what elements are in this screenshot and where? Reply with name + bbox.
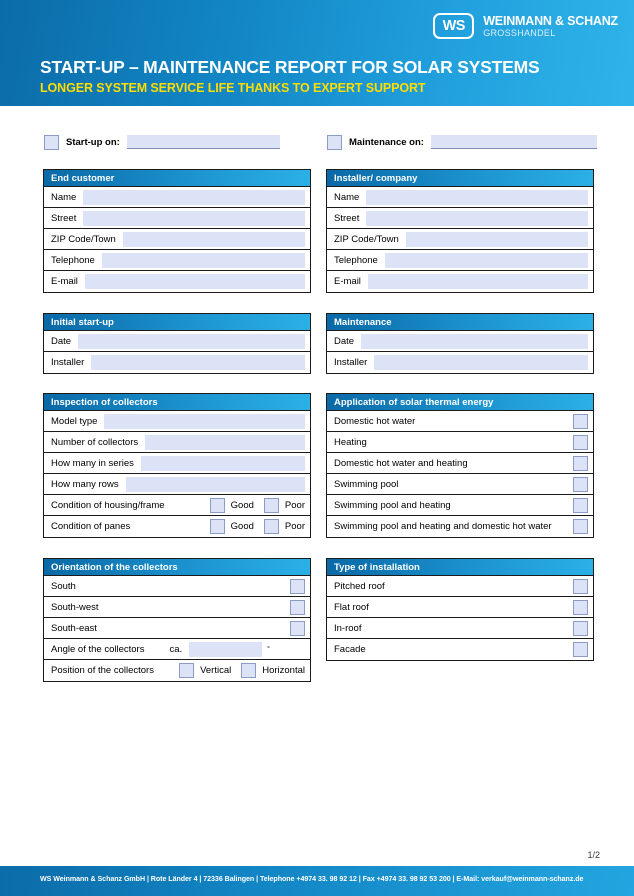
field-input[interactable] <box>83 190 305 205</box>
option-row <box>327 516 593 537</box>
field-label: Date <box>334 335 355 347</box>
option-label: Poor <box>284 521 305 532</box>
checkbox-icon[interactable] <box>290 621 305 636</box>
checkbox-icon[interactable] <box>573 642 588 657</box>
checkbox-icon[interactable] <box>573 456 588 471</box>
option-label: Swimming pool and heating and domestic hot water <box>334 521 552 532</box>
field-row <box>327 187 593 208</box>
field-input[interactable] <box>406 232 588 247</box>
field-input[interactable] <box>102 253 305 268</box>
checkbox-icon[interactable] <box>179 663 194 678</box>
condition-option-good[interactable] <box>210 498 254 513</box>
checkbox-icon[interactable] <box>573 600 588 615</box>
field-label: Installer <box>51 357 85 368</box>
angle-input[interactable] <box>189 642 262 657</box>
field-input[interactable] <box>361 334 588 349</box>
field-row <box>44 411 310 432</box>
field-label: ZIP Code/Town <box>51 233 116 245</box>
field-input[interactable] <box>123 232 305 247</box>
option-label: Poor <box>284 499 305 511</box>
angle-unit-label: ° <box>267 645 270 653</box>
checkbox-icon[interactable] <box>264 498 279 513</box>
checkbox-icon[interactable] <box>264 519 279 534</box>
field-input[interactable] <box>385 253 588 268</box>
field-input[interactable] <box>104 414 305 429</box>
panel-title-initial-startup: Initial start-up <box>44 314 310 331</box>
option-label: Pitched roof <box>334 580 385 592</box>
field-row <box>327 250 593 271</box>
option-label: Good <box>230 521 254 532</box>
checkbox-icon[interactable] <box>290 600 305 615</box>
page-number: 1/2 <box>587 850 600 860</box>
checkbox-icon[interactable] <box>573 498 588 513</box>
field-label: Date <box>51 335 72 347</box>
option-row <box>44 597 310 618</box>
footer-company-info: WS Weinmann & Schanz GmbH | Rote Länder 4 | 72336 Balingen | Telephone +4974 33. 98 92 12 | Fax +4974 33. 98 92 53 200 | E-Mail: verkauf@weinmann-schanz.de <box>40 875 584 883</box>
logo-company-name: WEINMANN & SCHANZ <box>483 14 618 29</box>
field-label: Number of collectors <box>51 436 139 448</box>
field-row <box>44 271 310 292</box>
maintenance-checkbox[interactable] <box>327 135 342 150</box>
panel-title-inspection-of-collectors: Inspection of collectors <box>44 394 310 411</box>
option-label: Domestic hot water and heating <box>334 457 468 469</box>
field-label: Name <box>334 191 360 203</box>
checkbox-icon[interactable] <box>573 414 588 429</box>
angle-label: Angle of the collectors <box>51 643 145 655</box>
panel-maintenance <box>326 313 594 374</box>
position-label: Position of the collectors <box>51 665 154 676</box>
field-label: E-mail <box>334 276 361 287</box>
option-label: Facade <box>334 644 366 655</box>
field-row <box>327 208 593 229</box>
field-row <box>44 208 310 229</box>
field-input[interactable] <box>85 274 305 289</box>
option-label: Swimming pool <box>334 478 399 490</box>
panel-type-of-installation <box>326 558 594 661</box>
field-label: Model type <box>51 415 98 427</box>
startup-date-row <box>44 134 308 150</box>
logo-company-subtitle: GROSSHANDEL <box>483 27 556 38</box>
panel-title-type-of-installation: Type of installation <box>327 559 593 576</box>
checkbox-icon[interactable] <box>573 435 588 450</box>
option-row <box>327 411 593 432</box>
option-label: Flat roof <box>334 601 369 613</box>
condition-option-poor[interactable] <box>264 519 305 534</box>
angle-approx-label: ca. <box>169 643 183 655</box>
panel-inspection-of-collectors <box>43 393 311 538</box>
field-label: ZIP Code/Town <box>334 233 399 245</box>
checkbox-icon[interactable] <box>573 477 588 492</box>
company-logo <box>433 13 618 39</box>
field-input[interactable] <box>145 435 305 450</box>
option-row <box>44 576 310 597</box>
option-label: Heating <box>334 436 367 448</box>
panel-title-maintenance: Maintenance <box>327 314 593 331</box>
field-input[interactable] <box>78 334 305 349</box>
position-option-horizontal[interactable] <box>241 663 305 678</box>
page-subtitle: LONGER SYSTEM SERVICE LIFE THANKS TO EXPERT SUPPORT <box>40 81 426 95</box>
option-row <box>327 639 593 660</box>
checkbox-icon[interactable] <box>210 498 225 513</box>
option-label: Horizontal <box>262 665 305 676</box>
field-label: E-mail <box>51 276 78 287</box>
field-label: Telephone <box>334 254 378 266</box>
page-header <box>0 0 634 106</box>
field-label: Street <box>51 212 77 224</box>
panel-title-end-customer: End customer <box>44 170 310 187</box>
option-label: Good <box>230 499 254 511</box>
field-label: Telephone <box>51 254 95 266</box>
field-row <box>44 474 310 495</box>
startup-date-input[interactable] <box>127 135 280 149</box>
condition-label: Condition of housing/frame <box>51 499 165 511</box>
option-label: In-roof <box>334 622 362 634</box>
option-label: Domestic hot water <box>334 415 416 427</box>
condition-row <box>44 516 310 537</box>
panel-title-application-of-solar-thermal-energy: Application of solar thermal energy <box>327 394 593 411</box>
option-row <box>327 495 593 516</box>
checkbox-icon[interactable] <box>290 579 305 594</box>
field-row <box>44 187 310 208</box>
field-row <box>44 331 310 352</box>
field-label: Name <box>51 191 77 203</box>
field-label: Street <box>334 212 360 224</box>
checkbox-icon[interactable] <box>573 519 588 534</box>
field-label: How many rows <box>51 478 119 490</box>
panel-orientation-of-the-collectors <box>43 558 311 682</box>
condition-option-good[interactable] <box>210 519 254 534</box>
position-option-vertical[interactable] <box>179 663 231 678</box>
page-title: START-UP – MAINTENANCE REPORT FOR SOLAR SYSTEMS <box>40 57 540 77</box>
option-label: South-west <box>51 601 99 613</box>
option-row <box>327 597 593 618</box>
panel-initial-startup <box>43 313 311 374</box>
condition-label: Condition of panes <box>51 521 131 532</box>
condition-option-poor[interactable] <box>264 498 305 513</box>
field-row <box>327 331 593 352</box>
field-input[interactable] <box>368 274 588 289</box>
maintenance-date-row <box>327 134 597 150</box>
field-input[interactable] <box>83 211 305 226</box>
checkbox-icon[interactable] <box>573 579 588 594</box>
field-row <box>44 432 310 453</box>
ws-logo-icon: WS <box>433 13 474 39</box>
option-row <box>327 576 593 597</box>
panel-installer-company <box>326 169 594 293</box>
panel-title-orientation-of-the-collectors: Orientation of the collectors <box>44 559 310 576</box>
field-input[interactable] <box>141 456 305 471</box>
field-row <box>327 229 593 250</box>
startup-date-label: Start-up on: <box>66 136 120 148</box>
option-label: South <box>51 580 76 592</box>
option-row <box>327 453 593 474</box>
field-label: How many in series <box>51 457 134 469</box>
logo-text-block <box>483 14 618 38</box>
option-row <box>327 618 593 639</box>
field-row <box>44 250 310 271</box>
field-input[interactable] <box>366 190 588 205</box>
option-label: South-east <box>51 622 97 634</box>
panel-title-installer-company: Installer/ company <box>327 170 593 187</box>
option-label: Swimming pool and heating <box>334 499 451 511</box>
option-label: Vertical <box>200 665 232 676</box>
field-row <box>44 453 310 474</box>
field-row <box>44 229 310 250</box>
option-row <box>44 618 310 639</box>
angle-row <box>44 639 310 660</box>
field-row <box>44 352 310 373</box>
checkbox-icon[interactable] <box>210 519 225 534</box>
condition-row <box>44 495 310 516</box>
field-row <box>327 271 593 292</box>
field-row <box>327 352 593 373</box>
option-row <box>327 474 593 495</box>
field-input[interactable] <box>374 355 588 370</box>
field-label: Installer <box>334 357 368 368</box>
panel-application-of-solar-thermal-energy <box>326 393 594 538</box>
checkbox-icon[interactable] <box>241 663 256 678</box>
field-input[interactable] <box>91 355 305 370</box>
position-row <box>44 660 310 681</box>
panel-end-customer <box>43 169 311 293</box>
option-row <box>327 432 593 453</box>
checkbox-icon[interactable] <box>573 621 588 636</box>
startup-checkbox[interactable] <box>44 135 59 150</box>
maintenance-date-label: Maintenance on: <box>349 136 424 148</box>
field-input[interactable] <box>366 211 588 226</box>
field-input[interactable] <box>126 477 305 492</box>
maintenance-date-input[interactable] <box>431 135 597 149</box>
